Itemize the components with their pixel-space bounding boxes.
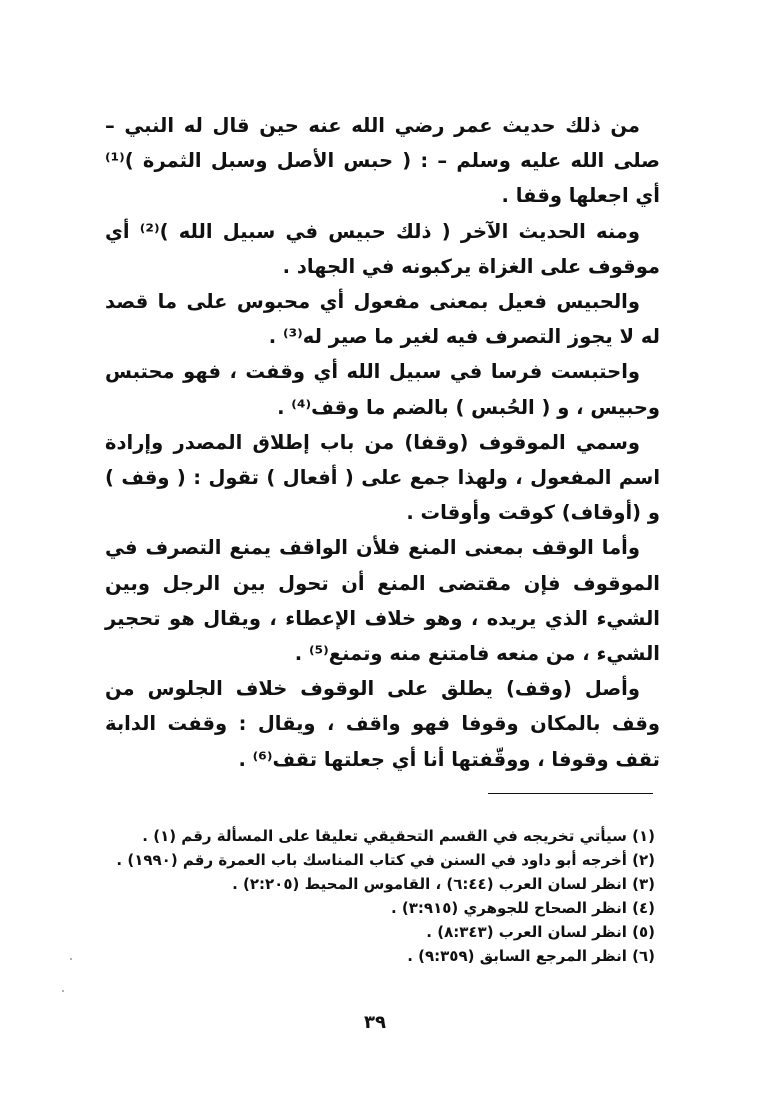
page-number: ٣٩ <box>364 1012 386 1033</box>
paragraph: وأما الوقف بمعنى المنع فلأن الواقف يمنع التصرف في الموقوف فإن مقتضى المنع أن تحول بين الرجل وبين الشيء الذي يريده ، وهو خلاف الإعطاء ، ويقال هو تحجير الشيء ، من منعه فامتنع منه وتمنع⁽⁵⁾ . <box>105 536 660 666</box>
paragraph: وأصل (وقف) يطلق على الوقوف خلاف الجلوس من وقف بالمكان وقوفا فهو واقف ، ويقال : وقفت الدابة تقف وقوفا ، ووقّفتها أنا أي جعلتها تقف⁽⁶⁾ . <box>105 677 660 771</box>
paragraph: واحتبست فرسا في سبيل الله أي وقفت ، فهو محتبس وحبيس ، و ( الحُبس ) بالضم ما وقف⁽⁴⁾ . <box>105 360 660 419</box>
scan-speck <box>62 990 64 992</box>
footnote: (٣) انظر لسان العرب (٦:٤٤) ، القاموس المحيط (٢:٢٠٥) . <box>232 875 655 893</box>
footnote: (٥) انظر لسان العرب (٨:٣٤٣) . <box>426 923 655 941</box>
footnote: (٦) انظر المرجع السابق (٩:٣٥٩) . <box>407 947 655 965</box>
footnotes-list <box>110 824 655 968</box>
footnote-divider <box>488 793 653 794</box>
paragraph: ومنه الحديث الآخر ( ذلك حبيس في سبيل الله )⁽²⁾ أي موقوف على الغزاة يركبونه في الجهاد . <box>105 219 660 278</box>
footnote: (١) سيأتي تخريجه في القسم التحقيقي تعليقا على المسألة رقم (١) . <box>142 827 655 845</box>
main-text <box>105 108 660 777</box>
paragraph: من ذلك حديث عمر رضي الله عنه حين قال له النبي – صلى الله عليه وسلم – : ( حبس الأصل وسبل الثمرة )⁽¹⁾ أي اجعلها وقفا . <box>105 114 660 208</box>
scan-speck <box>70 958 72 960</box>
footnote: (٢) أخرجه أبو داود في السنن في كتاب المناسك باب العمرة رقم (١٩٩٠) . <box>116 851 655 869</box>
paragraph: والحبيس فعيل بمعنى مفعول أي محبوس على ما قصد له لا يجوز التصرف فيه لغير ما صير له⁽³⁾ . <box>105 290 660 349</box>
footnote: (٤) انظر الصحاح للجوهري (٣:٩١٥) . <box>391 899 655 917</box>
paragraph: وسمي الموقوف (وقفا) من باب إطلاق المصدر وإرادة اسم المفعول ، ولهذا جمع على ( أفعال ) تقول : ( وقف ) و (أوقاف) كوقت وأوقات . <box>105 430 660 525</box>
